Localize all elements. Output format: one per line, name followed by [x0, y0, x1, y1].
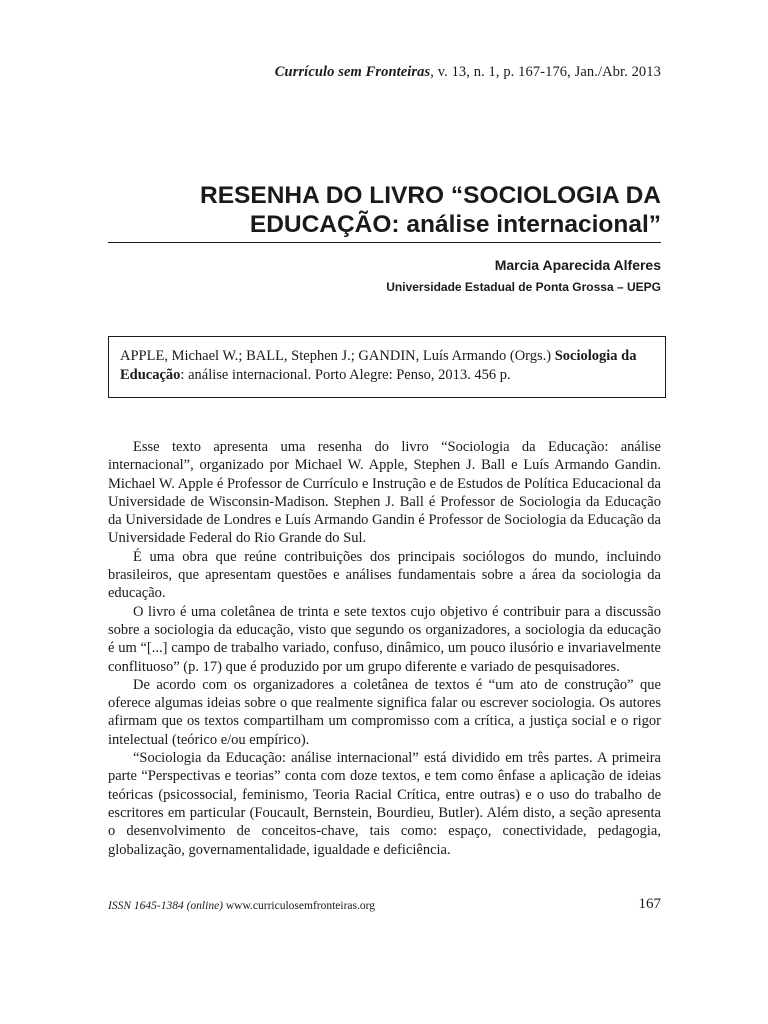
footer-issn-number: ISSN 1645-1384 — [108, 900, 187, 912]
body-paragraph: “Sociologia da Educação: análise internacional” está dividido em três partes. A primeira parte “Perspectivas e teorias” conta com doze textos, e tem como ênfase a aplicação de ideias teóricas (psicossocial, feminismo, Teoria Racial Crítica, entre outras) e o uso do trabalho de escritores em particular (Foucault, Bernstein, Bourdieu, Butler). Além disto, a seção apresenta o desenvolvimento de conceitos-chave, tais como: espaço, conectividade, pedagogia, globalização, governamentalidade, igualdade e deficiência. — [108, 750, 661, 858]
title-divider — [108, 242, 661, 243]
article-body — [108, 438, 661, 859]
reference-authors: APPLE, Michael W.; BALL, Stephen J.; GANDIN, Luís Armando (Orgs.) — [120, 348, 555, 364]
journal-name: Currículo sem Fronteiras — [274, 64, 431, 80]
reference-details: : análise internacional. Porto Alegre: Penso, 2013. 456 p. — [180, 367, 511, 383]
reference-book-title: Sociologia da Educação — [120, 348, 637, 383]
title-line-2: EDUCAÇÃO: análise internacional” — [249, 211, 661, 238]
title-line-1: RESENHA DO LIVRO “SOCIOLOGIA DA — [200, 182, 661, 209]
body-paragraph: É uma obra que reúne contribuições dos principais sociólogos do mundo, incluindo brasileiros, que apresentam questões e análises fundamentais sobre a área da sociologia da educação. — [108, 548, 661, 602]
footer-online: (online) — [186, 900, 223, 912]
author-name: Marcia Aparecida Alferes — [494, 257, 661, 273]
body-paragraph: De acordo com os organizadores a coletânea de textos é “um ato de construção” que oferece algumas ideias sobre o que realmente significa falar ou escrever sociologia. Os autores afirmam que os textos compartilham um compromisso com a crítica, a justiça social e o rigor intelectual (teórico e/ou empírico). — [108, 676, 661, 748]
journal-citation: , v. 13, n. 1, p. 167-176, Jan./Abr. 2013 — [430, 64, 661, 80]
author-affiliation: Universidade Estadual de Ponta Grossa – UEPG — [386, 280, 661, 294]
body-paragraph: Esse texto apresenta uma resenha do livro “Sociologia da Educação: análise internacional”, organizado por Michael W. Apple, Stephen J. Ball e Luís Armando Gandin. Michael W. Apple é Professor de Currículo e Instrução e de Estudos de Política Educacional da Universidade de Wisconsin-Madison. Stephen J. Ball é Professor de Sociologia da Educação da Universidade de Londres e Luís Armando Gandin é Professor de Sociologia da Educação da Universidade Federal do Rio Grande do Sul. — [108, 439, 661, 547]
body-paragraph: O livro é uma coletânea de trinta e sete textos cujo objetivo é contribuir para a discussão sobre a sociologia da educação, visto que segundo os organizadores, a sociologia da educação é um “[...] campo de trabalho variado, confuso, dinâmico, um pouco ilusório e invariavelmente conflituoso” (p. 17) que é produzido por um grupo diferente e variado de pesquisadores. — [108, 603, 661, 675]
footer-issn — [108, 900, 375, 912]
journal-header — [275, 64, 661, 81]
book-reference-box — [108, 336, 666, 398]
footer-website: www.curriculosemfronteiras.org — [223, 900, 376, 912]
article-title — [101, 181, 661, 239]
page-number: 167 — [638, 896, 661, 912]
